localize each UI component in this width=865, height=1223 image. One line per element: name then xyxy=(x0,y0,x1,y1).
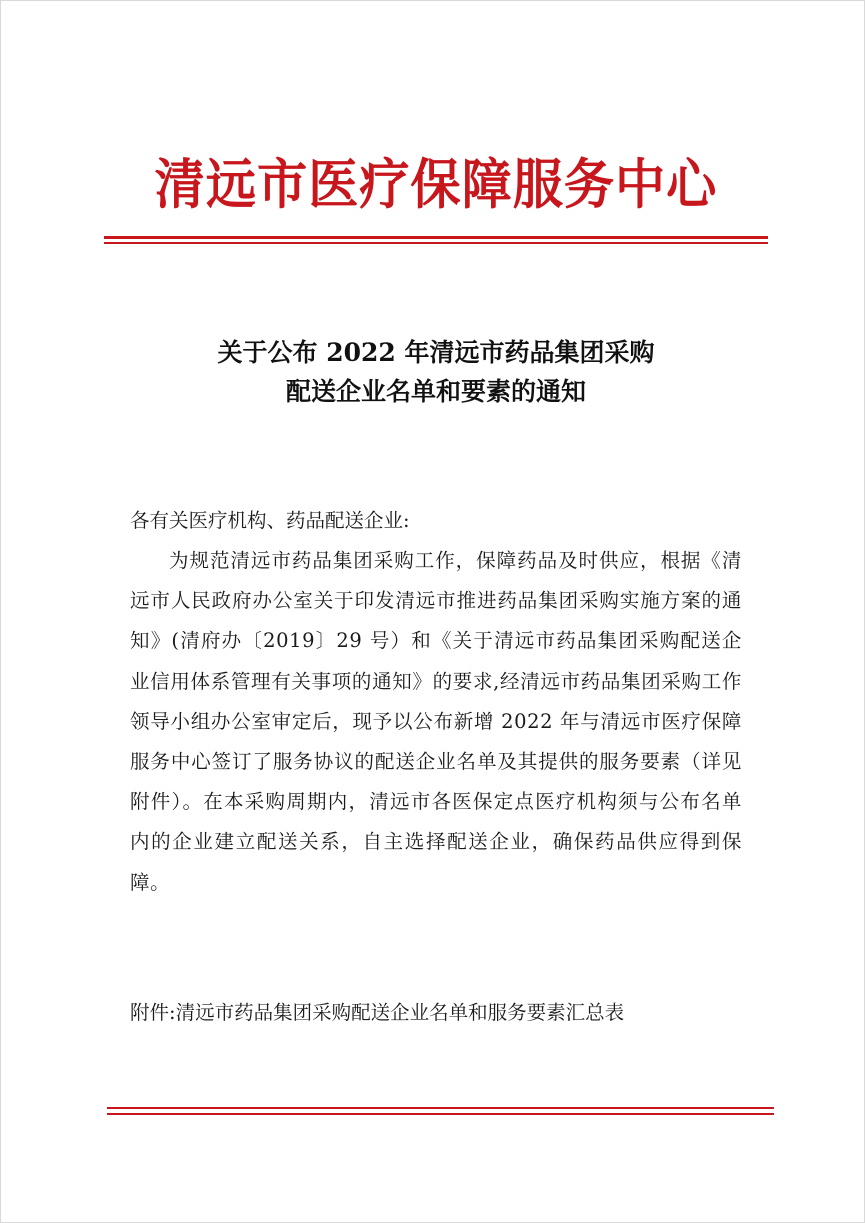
footer-rule-bottom xyxy=(107,1113,774,1115)
body-paragraph: 为规范清远市药品集团采购工作，保障药品及时供应，根据《清远市人民政府办公室关于印发清远市推进药品集团采购实施方案的通知》(清府办〔2019〕29 号）和《关于清远市药品集团采购配送企业信用体系管理有关事项的通知》的要求,经清远市药品集团采购工作领导小组办公室审定后，现予以公布新增 2022 年与清远市医疗保障服务中心签订了服务协议的配送企业名单及其提供的服务要素（详见附件）。在本采购周期内，清远市各医保定点医疗机构须与公布名单内的企业建立配送关系，自主选择配送企业，确保药品供应得到保障。 xyxy=(130,549,742,894)
document-title-line-2: 配送企业名单和要素的通知 xyxy=(285,377,586,406)
attachment-line: 附件:清远市药品集团采购配送企业名单和服务要素汇总表 xyxy=(130,1001,625,1024)
footer-rule-top xyxy=(107,1107,774,1109)
masthead-rule-thick xyxy=(104,236,768,239)
masthead-org-name: 清远市医疗保障服务中心 xyxy=(154,153,718,216)
masthead-rule-thin xyxy=(104,242,768,244)
document-title-line-1: 关于公布 2022 年清远市药品集团采购 xyxy=(217,338,655,367)
salutation: 各有关医疗机构、药品配送企业: xyxy=(130,509,410,532)
